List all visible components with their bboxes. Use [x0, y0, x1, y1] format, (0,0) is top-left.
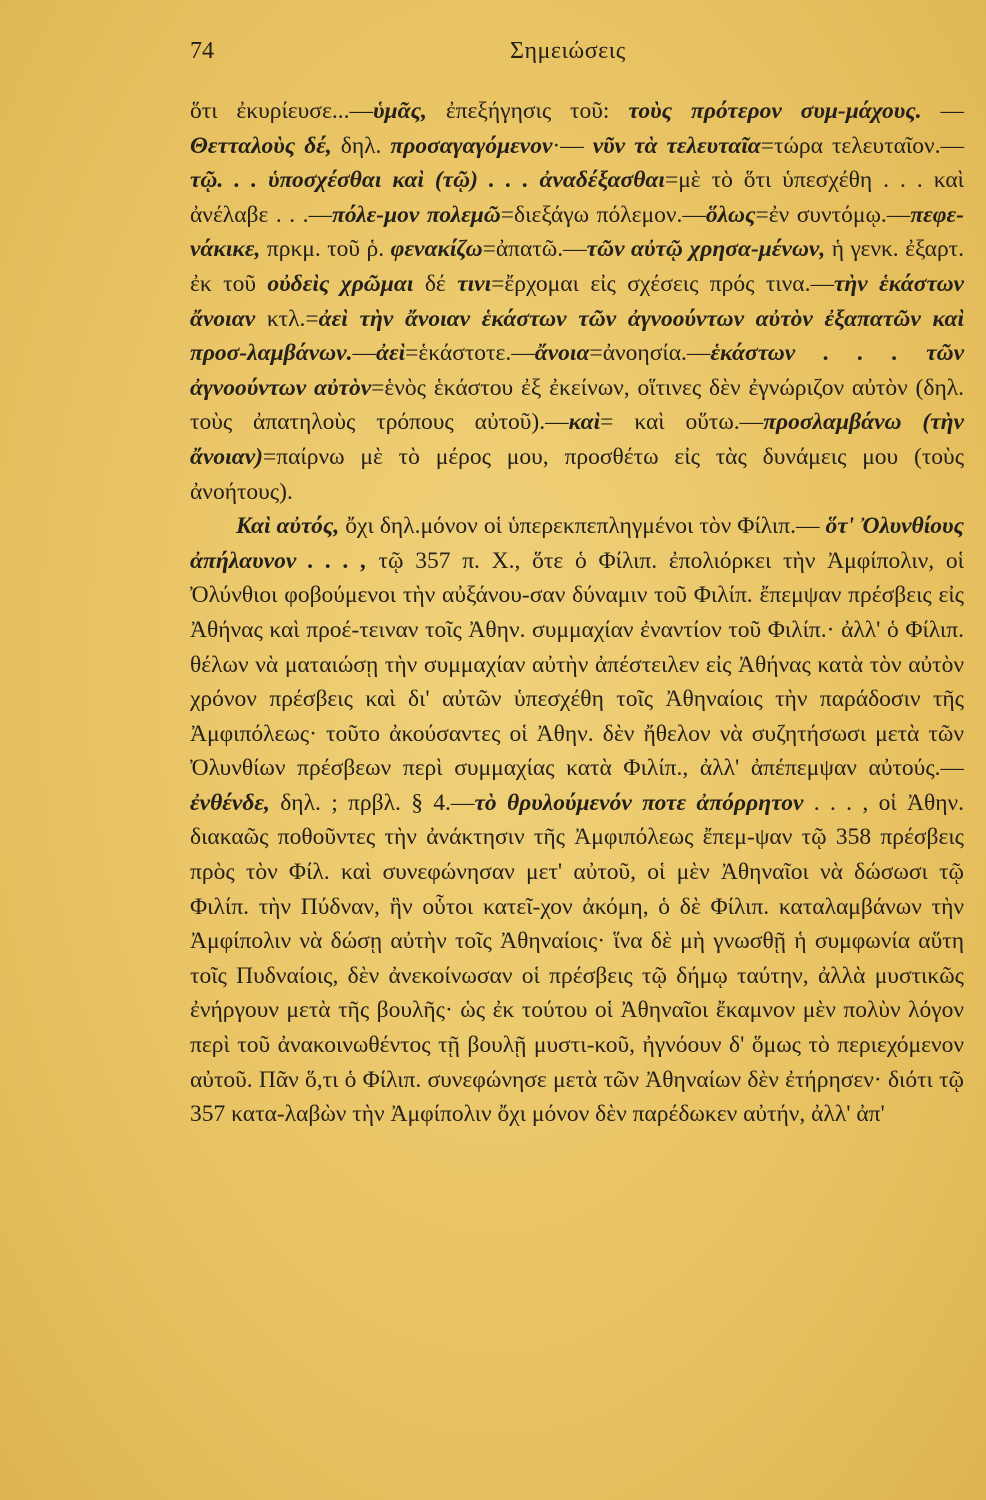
paragraph [190, 509, 964, 1132]
lemma-term: τοὺς πρότερον συμ-μάχους. [628, 98, 922, 124]
lemma-term: ὅτ' Ὀλυνθίους ἀπήλαυνον . . . , [190, 513, 964, 574]
lemma-term: Καὶ αὐτός, [236, 513, 340, 540]
lemma-term: ὅλως [705, 201, 756, 228]
commentary-segment: πρκμ. τοῦ ῥ. [260, 236, 391, 263]
lemma-term: φενακίζω [390, 236, 483, 263]
commentary-segment: =ἐν συντόμῳ.— [755, 201, 911, 228]
lemma-term: νῦν τὰ τελευταῖα [592, 132, 761, 159]
commentary-segment: ὄχι δηλ.μόνον οἱ ὑπερεκπεπληγμένοι τὸν Φίλιπ.— [339, 513, 826, 540]
lemma-term: πεφε-νάκικε, [190, 201, 964, 263]
commentary-text [190, 94, 964, 1132]
commentary-segment: =μὲ τὸ ὅτι ὑπεσχέθη . . . καὶ ἀνέλαβε . . .— [190, 167, 964, 228]
commentary-segment: =ἑνὸς ἑκάστου ἐξ ἐκείνων, οἵτινες δὲν ἐγνώριζον αὐτὸν (δηλ. τοὺς ἀπατηλοὺς τρόπους αὐτοῦ).— [190, 374, 965, 436]
commentary-segment: =τώρα τελευταῖον.— [760, 132, 964, 159]
commentary-segment: =ἀνοησία.— [589, 340, 711, 367]
lemma-term: ἄνοια [534, 340, 590, 367]
lemma-term: ἑκάστων . . . τῶν ἀγνοούντων αὐτὸν [190, 340, 964, 401]
commentary-segment: δηλ. [331, 132, 391, 159]
commentary-segment: κτλ.= [255, 305, 319, 332]
commentary-segment: δηλ. ; πρβλ. § 4.— [269, 789, 475, 816]
running-title: Σημειώσεις [510, 38, 626, 64]
lemma-term: καὶ [568, 409, 601, 436]
commentary-segment: δέ [413, 270, 458, 297]
paragraph [190, 94, 964, 509]
lemma-term: τινι [457, 270, 492, 297]
lemma-term: ὑμᾶς, [372, 98, 427, 124]
lemma-term: ἀεὶ τὴν ἄνοιαν ἑκάστων τῶν ἀγνοούντων αὐτὸν ἐξαπατῶν καὶ προσ-λαμβάνων. [190, 305, 964, 367]
lemma-term: τῶν αὐτῷ χρησα-μένων, [586, 236, 826, 263]
lemma-term: προσαγαγόμενον [390, 132, 553, 159]
commentary-segment: — [921, 98, 965, 124]
commentary-segment: — [352, 340, 376, 367]
commentary-segment: =ἔρχομαι εἰς σχέσεις πρός τινα.— [491, 270, 834, 297]
lemma-term: προσλαμβάνω (τὴν ἄνοιαν) [190, 409, 964, 470]
lemma-term: Θετταλοὺς δέ, [190, 132, 332, 159]
commentary-segment: =παίρνω μὲ τὸ μέρος μου, προσθέτω εἰς τὰς δυνάμεις μου (τοὺς ἀνοήτους). [190, 443, 964, 505]
lemma-term: οὐδεὶς χρῶμαι [267, 270, 414, 297]
commentary-segment: =ἑκάστοτε.— [405, 340, 535, 367]
commentary-segment: =ἀπατῶ.— [482, 236, 587, 263]
commentary-segment: ἐπεξήγησις τοῦ: [426, 98, 629, 124]
commentary-segment: ὅτι ἐκυρίευσε...— [190, 98, 373, 124]
page-number: 74 [190, 38, 214, 64]
lemma-term: τῷ. . . ὑποσχέσθαι καὶ (τῷ) . . . ἀναδέξασθαι [190, 167, 665, 194]
lemma-term: τὸ θρυλούμενόν ποτε ἀπόρρητον [474, 789, 804, 816]
commentary-segment: τῷ 357 π. Χ., ὅτε ὁ Φίλιπ. ἐπολιόρκει τὴν Ἀμφίπολιν, οἱ Ὀλύνθιοι φοβούμενοι τὴν αὐξάνου-σαν δύναμιν τοῦ Φιλίπ. ἔπεμψαν πρέσβεις εἰς Ἀθήνας καὶ προέ-τειναν τοῖς Ἀθην. συμμαχίαν ἐναντίον τοῦ Φιλίπ.· ἀλλ' ὁ Φίλιπ. θέλων νὰ ματαιώσῃ τὴν συμμαχίαν αὐτὴν ἀπέστειλεν εἰς Ἀθήνας κατὰ τὸν αὐτὸν χρόνον πρέσβεις καὶ δι' αὐτῶν ὑπεσχέθη τοῖς Ἀθηναίοις τὴν παράδοσιν τῆς Ἀμφιπόλεως· τοῦτο ἀκούσαντες οἱ Ἀθην. δὲν ἤθελον νὰ συζητήσωσι μετὰ τῶν Ὀλυνθίων πρέσβεων περὶ συμμαχίας κατὰ Φιλίπ., ἀλλ' ἀπέπεμψαν αὐτούς.— [190, 547, 964, 782]
lemma-term: ἀεὶ [375, 340, 406, 367]
lemma-term: τὴν ἑκάστων ἄνοιαν [190, 270, 964, 332]
lemma-term: ἐνθένδε, [190, 789, 270, 816]
commentary-segment: ἡ γενκ. ἐξαρτ. ἐκ τοῦ [190, 236, 964, 297]
commentary-segment: =διεξάγω πόλεμον.— [500, 201, 706, 228]
commentary-segment: . . . , οἱ Ἀθην. διακαῶς ποθοῦντες τὴν ἀνάκτησιν τῆς Ἀμφιπόλεως ἔπεμ-ψαν τῷ 358 πρέσβεις πρὸς τὸν Φίλ. καὶ συνεφώνησαν μετ' αὐτοῦ, οἱ μὲν Ἀθηναῖοι νὰ δώσωσι τῷ Φιλίπ. τὴν Πύδναν, ἣν οὗτοι κατεῖ-χον ἀκόμη, ὁ δὲ Φίλιπ. καταλαμβάνων τὴν Ἀμφίπολιν νὰ δώσῃ αὐτὴν τοῖς Ἀθηναίοις· ἵνα δὲ μὴ γνωσθῇ ἡ συμφωνία αὕτη τοῖς Πυδναίοις, δὲν ἀνεκοίνωσαν οἱ πρέσβεις τῷ δήμῳ ταύτην, ἀλλὰ μυστικῶς ἐνήργουν μετὰ τῆς βουλῆς· ὡς ἐκ τούτου οἱ Ἀθηναῖοι ἔκαμνον μὲν πολὺν λόγον περὶ τοῦ ἀνακοινωθέντος τῇ βουλῇ μυστι-κοῦ, ἠγνόουν δ' ὅμως τὸ περιεχόμενον αὐτοῦ. Πᾶν ὅ,τι ὁ Φίλιπ. συνεφώνησε μετὰ τῶν Ἀθηναίων δὲν ἐτήρησεν· διότι τῷ 357 κατα-λαβὼν τὴν Ἀμφίπολιν ὄχι μόνον δὲν παρέδωκεν αὐτήν, ἀλλ' ἀπ' [190, 789, 965, 1128]
commentary-segment: ·— [552, 132, 593, 159]
lemma-term: πόλε-μον πολεμῶ [332, 201, 501, 228]
commentary-segment: = καὶ οὕτω.— [600, 409, 764, 436]
page-header [190, 38, 966, 78]
